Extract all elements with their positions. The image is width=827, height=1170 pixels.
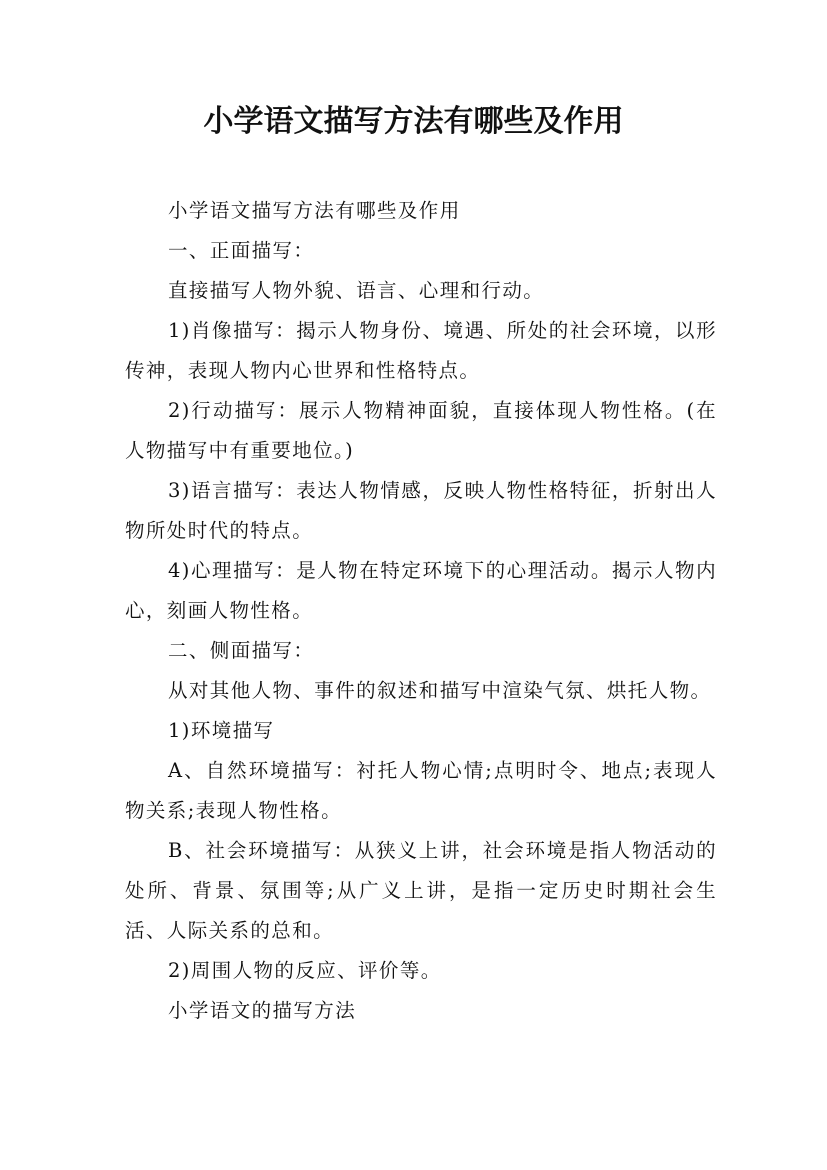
list-item: A、自然环境描写：衬托人物心情;点明时令、地点;表现人物关系;表现人物性格。 [125,759,717,822]
list-item: 1)环境描写 [168,719,275,742]
document-title: 小学语文描写方法有哪些及作用 [203,104,624,139]
document-body [125,191,717,1031]
paragraph: 小学语文的描写方法 [168,999,357,1022]
list-item: B、社会环境描写：从狭义上讲，社会环境是指人物活动的处所、背景、氛围等;从广义上讲，是指一定历史时期社会生活、人际关系的总和。 [125,839,717,942]
list-item: 1)肖像描写：揭示人物身份、境遇、所处的社会环境，以形传神，表现人物内心世界和性格特点。 [125,319,717,382]
list-item: 4)心理描写：是人物在特定环境下的心理活动。揭示人物内心，刻画人物性格。 [125,559,717,622]
paragraph: 直接描写人物外貌、语言、心理和行动。 [168,279,545,302]
paragraph: 从对其他人物、事件的叙述和描写中渲染气氛、烘托人物。 [168,679,712,702]
list-item: 2)行动描写：展示人物精神面貌，直接体现人物性格。(在人物描写中有重要地位。) [125,399,717,462]
paragraph: 小学语文描写方法有哪些及作用 [168,199,461,222]
section-heading: 一、正面描写： [168,239,315,262]
list-item: 2)周围人物的反应、评价等。 [168,959,442,982]
list-item: 3)语言描写：表达人物情感，反映人物性格特征，折射出人物所处时代的特点。 [125,479,717,542]
section-heading: 二、侧面描写： [168,639,315,662]
